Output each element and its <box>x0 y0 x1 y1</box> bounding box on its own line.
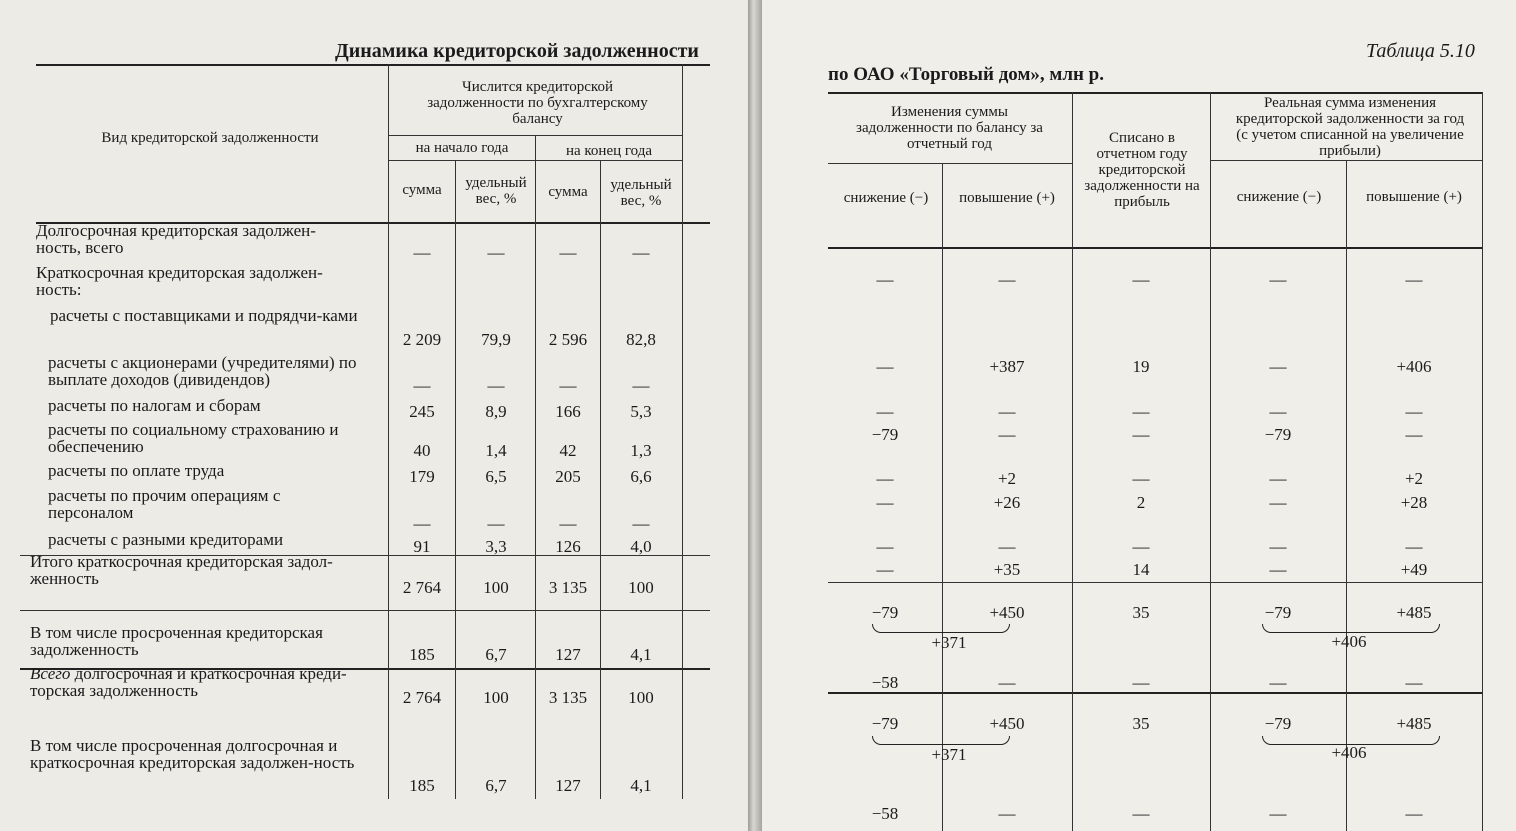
header-increase-2: повышение (+) <box>1366 189 1462 205</box>
table-cell: — <box>876 270 894 289</box>
header-decrease-2: снижение (−) <box>1236 189 1322 205</box>
header-share-2: удельный вес, % <box>610 177 672 209</box>
table-cell: — <box>1132 804 1150 823</box>
table-cell: −79 <box>1264 714 1292 733</box>
table-cell: — <box>1269 537 1287 556</box>
table-cell: 1,3 <box>630 441 652 460</box>
book-gutter <box>748 0 762 831</box>
header-decrease-1: снижение (−) <box>843 190 929 206</box>
row-label: расчеты по налогам и сборам <box>48 396 261 415</box>
row-label: В том числе просроченная кредиторская задолженность <box>30 623 323 659</box>
table-cell: 205 <box>555 467 581 486</box>
table-cell: 19 <box>1132 357 1150 376</box>
table-cell: — <box>1405 425 1423 444</box>
table-cell: — <box>559 376 577 395</box>
table-cell: — <box>1269 402 1287 421</box>
table-cell: — <box>876 493 894 512</box>
table-cell: 35 <box>1132 714 1150 733</box>
table-cell: — <box>632 243 650 262</box>
table-cell: 79,9 <box>481 330 511 349</box>
table-cell: — <box>876 402 894 421</box>
header-on-balance: Числится кредиторской задолженности по бухгалтерскому балансу <box>427 79 648 127</box>
table-cell: — <box>1132 673 1150 692</box>
table-title: Динамика кредиторской задолженности <box>335 40 699 62</box>
table-cell: 185 <box>409 776 435 795</box>
table-cell: 2 <box>1136 493 1146 512</box>
table-cell: — <box>1269 673 1287 692</box>
row-label: Краткосрочная кредиторская задолжен-ность: <box>36 263 323 299</box>
table-cell: 4,1 <box>630 645 652 664</box>
row-label: расчеты по оплате труда <box>48 461 225 480</box>
table-cell: 42 <box>559 441 577 460</box>
table-cell: 100 <box>483 688 509 707</box>
table-cell: +2 <box>1404 469 1424 488</box>
row-label: расчеты с акционерами (учредителями) по выплате доходов (дивидендов) <box>48 353 357 389</box>
table-cell: — <box>1269 560 1287 579</box>
table-cell: — <box>1132 270 1150 289</box>
table-cell: — <box>1269 357 1287 376</box>
table-cell: 82,8 <box>626 330 656 349</box>
net-value: +406 <box>1331 632 1367 651</box>
table-cell: 127 <box>555 645 581 664</box>
table-cell: 179 <box>409 467 435 486</box>
table-cell: 2 596 <box>548 330 588 349</box>
net-value: +406 <box>1331 743 1367 762</box>
table-cell: — <box>559 514 577 533</box>
table-cell: 6,7 <box>485 645 507 664</box>
left-page <box>0 0 748 831</box>
header-end-year: на конец года <box>565 143 653 159</box>
table-number: Таблица 5.10 <box>1366 40 1475 62</box>
table-cell: 166 <box>555 402 581 421</box>
table-cell: 6,7 <box>485 776 507 795</box>
table-cell: — <box>1405 402 1423 421</box>
table-cell: — <box>1269 493 1287 512</box>
table-cell: — <box>1405 537 1423 556</box>
table-cell: — <box>1132 469 1150 488</box>
table-cell: +406 <box>1396 357 1432 376</box>
row-label: Итого краткосрочная кредиторская задол-женность <box>30 552 333 588</box>
table-cell: — <box>998 537 1016 556</box>
table-cell: +485 <box>1396 714 1432 733</box>
table-cell: 100 <box>483 578 509 597</box>
table-cell: 127 <box>555 776 581 795</box>
table-cell: — <box>1269 804 1287 823</box>
table-cell: +387 <box>989 357 1025 376</box>
table-cell: — <box>876 560 894 579</box>
table-cell: — <box>1132 537 1150 556</box>
table-cell: — <box>876 469 894 488</box>
table-cell: — <box>1405 270 1423 289</box>
table-cell: −79 <box>871 714 899 733</box>
table-cell: — <box>487 376 505 395</box>
table-cell: 126 <box>555 537 581 556</box>
table-cell: 100 <box>628 578 654 597</box>
row-label: Всего долгосрочная и краткосрочная креди-торская задолженность <box>30 664 347 700</box>
table-cell: −58 <box>871 804 899 823</box>
table-cell: — <box>998 804 1016 823</box>
header-real-change: Реальная сумма изменения кредиторской задолженности за год (с учетом списанной на увеличение прибыли) <box>1235 95 1465 159</box>
table-cell: — <box>1269 469 1287 488</box>
table-cell: −79 <box>871 425 899 444</box>
table-cell: 245 <box>409 402 435 421</box>
table-cell: — <box>998 402 1016 421</box>
table-cell: — <box>632 514 650 533</box>
table-cell: −79 <box>871 603 899 622</box>
table-cell: — <box>876 537 894 556</box>
table-cell: +485 <box>1396 603 1432 622</box>
table-cell: — <box>1269 270 1287 289</box>
brace-net-3 <box>872 736 1010 745</box>
table-cell: 8,9 <box>485 402 507 421</box>
brace-net-1 <box>872 624 1010 633</box>
table-cell: 2 764 <box>402 578 442 597</box>
row-label: Долгосрочная кредиторская задолжен-ность, всего <box>36 221 316 257</box>
table-title-cont: по ОАО «Торговый дом», млн р. <box>828 64 1105 85</box>
header-sum-1: сумма <box>402 182 442 198</box>
table-cell: 35 <box>1132 603 1150 622</box>
table-cell: 1,4 <box>485 441 507 460</box>
table-cell: 6,5 <box>485 467 507 486</box>
table-cell: 3 135 <box>548 688 588 707</box>
table-cell: 100 <box>628 688 654 707</box>
table-cell: — <box>487 243 505 262</box>
table-cell: 185 <box>409 645 435 664</box>
table-cell: +450 <box>989 714 1025 733</box>
table-cell: 91 <box>413 537 431 556</box>
row-label: расчеты по социальному страхованию и обеспечению <box>48 420 339 456</box>
table-cell: — <box>1132 402 1150 421</box>
table-cell: +2 <box>997 469 1017 488</box>
table-cell: 5,3 <box>630 402 652 421</box>
header-written-off: Списано в отчетном году кредиторской задолженности на прибыль <box>1084 130 1200 210</box>
table-cell: — <box>487 514 505 533</box>
table-cell: — <box>998 673 1016 692</box>
table-cell: 14 <box>1132 560 1150 579</box>
header-start-year: на начало года <box>415 140 509 156</box>
table-cell: 2 764 <box>402 688 442 707</box>
table-cell: — <box>413 514 431 533</box>
header-kind: Вид кредиторской задолженности <box>101 130 319 146</box>
row-label: расчеты по прочим операциям с персоналом <box>48 486 281 522</box>
net-value: +371 <box>931 633 967 652</box>
table-cell: 40 <box>413 441 431 460</box>
table-cell: 3,3 <box>485 537 507 556</box>
table-cell: — <box>559 243 577 262</box>
row-label: расчеты с поставщиками и подрядчи-ками <box>50 306 358 325</box>
right-page <box>762 0 1516 831</box>
table-cell: +450 <box>989 603 1025 622</box>
table-cell: +49 <box>1400 560 1428 579</box>
table-cell: +28 <box>1400 493 1428 512</box>
table-cell: +26 <box>993 493 1021 512</box>
row-label: расчеты с разными кредиторами <box>48 530 284 549</box>
table-cell: 4,0 <box>630 537 652 556</box>
table-cell: 4,1 <box>630 776 652 795</box>
table-cell: — <box>632 376 650 395</box>
table-cell: — <box>1405 804 1423 823</box>
table-cell: −58 <box>871 673 899 692</box>
table-cell: — <box>998 270 1016 289</box>
header-sum-2: сумма <box>548 184 588 200</box>
table-cell: — <box>876 357 894 376</box>
header-share-1: удельный вес, % <box>465 175 527 207</box>
table-cell: — <box>413 243 431 262</box>
net-value: +371 <box>931 745 967 764</box>
table-cell: 3 135 <box>548 578 588 597</box>
row-label: В том числе просроченная долгосрочная и краткосрочная кредиторская задолжен-ность <box>30 736 355 772</box>
table-cell: — <box>1405 673 1423 692</box>
table-cell: +35 <box>993 560 1021 579</box>
table-cell: −79 <box>1264 603 1292 622</box>
table-cell: −79 <box>1264 425 1292 444</box>
table-cell: 6,6 <box>630 467 652 486</box>
header-increase-1: повышение (+) <box>959 190 1055 206</box>
table-cell: — <box>1132 425 1150 444</box>
table-cell: 2 209 <box>402 330 442 349</box>
table-cell: — <box>413 376 431 395</box>
header-change-balance: Изменения суммы задолженности по балансу за отчетный год <box>856 104 1043 152</box>
table-cell: — <box>998 425 1016 444</box>
